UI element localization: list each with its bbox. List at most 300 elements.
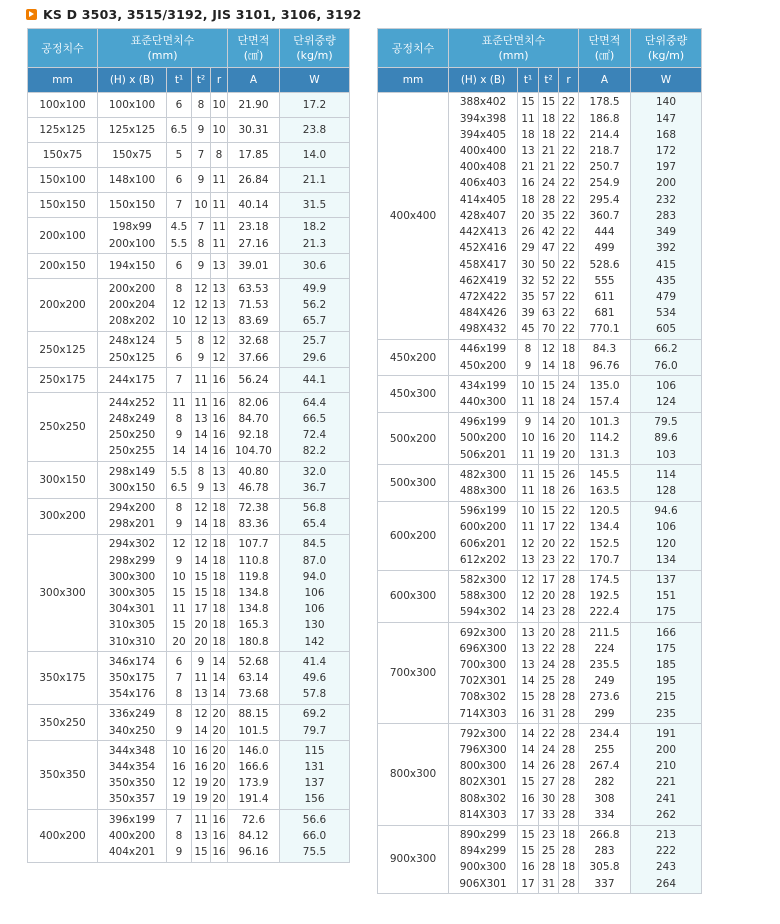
weight-value: 23.8 (302, 123, 327, 136)
unit-mm: mm (28, 68, 98, 93)
r-value: 20 (212, 708, 226, 721)
size-value: 294x200 (108, 502, 156, 515)
weight-value: 66.2 (654, 343, 678, 356)
t1-value: 12 (172, 538, 186, 551)
r-value: 11 (212, 237, 226, 250)
t2-value: 15 (541, 96, 556, 109)
t2-value: 35 (541, 209, 556, 222)
weight-cell (280, 254, 350, 279)
weight-value: 106 (655, 379, 677, 392)
header-weight: 단위중량 (kg/m) (280, 29, 350, 68)
weight-value: 115 (304, 744, 325, 757)
t1-value: 16 (521, 177, 535, 190)
t2-value: 15 (194, 570, 208, 583)
t1-value: 8 (175, 688, 183, 701)
page-title-text: KS D 3503, 3515/3192, JIS 3101, 3106, 3192 (43, 6, 362, 22)
weight-value: 130 (304, 619, 325, 632)
size-value: 428x407 (459, 209, 507, 222)
size-value: 800x300 (459, 760, 507, 773)
t1-value: 12 (172, 299, 186, 312)
r-value: 28 (561, 626, 576, 639)
r-value: 22 (561, 226, 576, 239)
t2-cell (192, 368, 211, 393)
r-value: 13 (212, 465, 226, 478)
size-value: 150x150 (108, 198, 156, 211)
weight-value: 191 (655, 727, 677, 740)
weight-value: 124 (655, 396, 677, 409)
area-value: 120.5 (589, 505, 620, 518)
unit-a: A (228, 68, 280, 93)
r-cell (211, 498, 228, 534)
r-value: 18 (212, 502, 226, 515)
table-row (378, 376, 702, 412)
table-row (28, 218, 350, 254)
t2-value: 8 (197, 98, 205, 111)
t1-value: 15 (521, 776, 535, 789)
area-value: 191.4 (238, 793, 269, 806)
t2-value: 20 (194, 619, 208, 632)
t2-value: 18 (541, 485, 556, 498)
r-value: 13 (212, 315, 226, 328)
t2-cell (192, 498, 211, 534)
size-cell (98, 143, 167, 168)
t1-value: 15 (521, 96, 535, 109)
t2-value: 14 (541, 416, 556, 429)
r-value: 16 (212, 396, 226, 409)
r-value: 16 (212, 413, 226, 426)
weight-value: 89.6 (654, 432, 678, 445)
weight-value: 147 (655, 112, 677, 125)
r-value: 22 (561, 193, 576, 206)
r-value: 13 (212, 260, 226, 273)
t1-value: 11 (521, 521, 535, 534)
weight-value: 36.7 (302, 481, 327, 494)
size-value: 450x200 (459, 359, 507, 372)
t2-value: 22 (541, 727, 556, 740)
t1-cell (167, 118, 192, 143)
weight-value: 283 (655, 209, 677, 222)
weight-value: 172 (655, 145, 677, 158)
r-value: 20 (561, 416, 576, 429)
t2-value: 15 (194, 846, 208, 859)
size-value: 696X300 (459, 642, 507, 655)
area-value: 299 (594, 707, 615, 720)
size-cell (98, 652, 167, 705)
t2-value: 28 (541, 193, 556, 206)
size-value: 894x299 (459, 845, 507, 858)
t1-value: 7 (175, 374, 183, 387)
t1-cell (167, 143, 192, 168)
area-value: 56.24 (238, 374, 269, 387)
area-value: 134.8 (238, 587, 269, 600)
r-cell (559, 501, 579, 570)
area-cell (228, 368, 280, 393)
area-value: 214.4 (589, 128, 620, 141)
size-cell (98, 498, 167, 534)
size-value: 482x300 (459, 468, 507, 481)
weight-value: 156 (304, 793, 325, 806)
t2-value: 9 (197, 351, 205, 364)
nominal-size-cell: 900x300 (378, 825, 449, 894)
table-row (28, 118, 350, 143)
area-value: 23.18 (238, 221, 269, 234)
unit-r: r (559, 68, 579, 93)
weight-value: 76.0 (654, 359, 678, 372)
area-value: 157.4 (589, 396, 620, 409)
weight-cell (280, 331, 350, 367)
r-value: 22 (561, 177, 576, 190)
r-value: 12 (212, 335, 226, 348)
table-row (28, 331, 350, 367)
table-row (378, 465, 702, 501)
t1-value: 29 (521, 242, 535, 255)
weight-value: 140 (655, 96, 677, 109)
weight-value: 151 (655, 590, 677, 603)
weight-value: 210 (655, 760, 677, 773)
size-value: 400x400 (459, 145, 507, 158)
t1-value: 18 (521, 193, 535, 206)
area-value: 110.8 (238, 554, 269, 567)
t1-value: 21 (521, 161, 535, 174)
r-cell (211, 368, 228, 393)
table-row (378, 412, 702, 465)
weight-value: 241 (655, 792, 677, 805)
t2-cell (192, 331, 211, 367)
t2-cell (192, 254, 211, 279)
area-value: 146.0 (238, 744, 269, 757)
nominal-size-cell: 250x250 (28, 393, 98, 462)
area-value: 283 (594, 845, 615, 858)
weight-cell (631, 623, 702, 724)
t1-cell (167, 168, 192, 193)
t2-value: 8 (197, 465, 205, 478)
area-cell (228, 143, 280, 168)
size-value: 250x250 (108, 429, 156, 442)
size-value: 310x310 (108, 635, 156, 648)
area-value: 163.5 (589, 485, 620, 498)
r-value: 8 (215, 148, 223, 161)
t2-value: 28 (541, 691, 556, 704)
t1-cell (167, 331, 192, 367)
area-value: 82.06 (238, 396, 269, 409)
weight-value: 18.2 (302, 221, 327, 234)
weight-value: 17.2 (302, 98, 327, 111)
size-cell (449, 570, 518, 623)
weight-value: 120 (655, 537, 677, 550)
header-std-section: 표준단면치수 (mm) (449, 29, 579, 68)
area-value: 165.3 (238, 619, 269, 632)
t2-value: 19 (194, 793, 208, 806)
weight-cell (280, 741, 350, 810)
r-value: 28 (561, 642, 576, 655)
t2-value: 8 (197, 335, 205, 348)
weight-cell (280, 534, 350, 651)
r-value: 18 (561, 359, 576, 372)
size-cell (98, 279, 167, 332)
area-value: 250.7 (589, 161, 620, 174)
r-value: 22 (561, 521, 576, 534)
t1-value: 13 (521, 553, 535, 566)
area-cell (579, 340, 631, 376)
t2-value: 26 (541, 760, 556, 773)
area-value: 267.4 (589, 760, 620, 773)
weight-value: 232 (655, 193, 677, 206)
t1-value: 17 (521, 808, 535, 821)
weight-value: 87.0 (302, 554, 327, 567)
area-value: 249 (594, 675, 615, 688)
nominal-size-cell: 125x125 (28, 118, 98, 143)
area-value: 555 (594, 274, 615, 287)
r-value: 22 (561, 274, 576, 287)
size-value: 396x199 (108, 813, 156, 826)
weight-value: 534 (655, 307, 677, 320)
area-value: 83.36 (238, 518, 269, 531)
size-value: 600x200 (459, 521, 507, 534)
weight-value: 41.4 (302, 655, 327, 668)
t2-value: 24 (541, 177, 556, 190)
r-value: 14 (212, 688, 226, 701)
t1-cell (167, 193, 192, 218)
area-value: 84.12 (238, 829, 269, 842)
r-value: 28 (561, 776, 576, 789)
r-value: 16 (212, 846, 226, 859)
size-value: 310x305 (108, 619, 156, 632)
r-value: 22 (561, 307, 576, 320)
table-row (378, 340, 702, 376)
weight-value: 137 (655, 574, 677, 587)
area-value: 282 (594, 776, 615, 789)
weight-value: 114 (655, 468, 677, 481)
area-value: 96.16 (238, 846, 269, 859)
weight-value: 200 (655, 177, 677, 190)
t1-value: 9 (524, 359, 532, 372)
t2-cell (192, 393, 211, 462)
r-value: 14 (212, 672, 226, 685)
table-row (378, 93, 702, 340)
table-row (28, 652, 350, 705)
nominal-size-cell: 300x300 (28, 534, 98, 651)
size-value: 344x354 (108, 761, 156, 774)
weight-cell (280, 193, 350, 218)
t2-value: 16 (194, 761, 208, 774)
r-cell (211, 652, 228, 705)
r-value: 18 (212, 587, 226, 600)
size-value: 208x202 (108, 315, 156, 328)
r-value: 22 (561, 209, 576, 222)
area-value: 119.8 (238, 570, 269, 583)
r-value: 22 (561, 505, 576, 518)
size-value: 498X432 (459, 323, 507, 336)
t1-value: 8 (175, 829, 183, 842)
weight-value: 262 (655, 808, 677, 821)
t1-value: 17 (521, 877, 535, 890)
t2-cell (539, 724, 559, 825)
area-cell (579, 465, 631, 501)
weight-value: 106 (304, 587, 325, 600)
weight-value: 84.5 (302, 538, 327, 551)
weight-value: 349 (655, 226, 677, 239)
t1-cell (167, 279, 192, 332)
weight-value: 392 (655, 242, 677, 255)
t1-cell (167, 704, 192, 740)
nominal-size-cell: 700x300 (378, 623, 449, 724)
size-cell (449, 623, 518, 724)
area-cell (579, 501, 631, 570)
r-value: 22 (561, 112, 576, 125)
r-value: 18 (212, 603, 226, 616)
r-value: 10 (212, 123, 226, 136)
t1-value: 14 (521, 675, 535, 688)
t2-value: 9 (197, 260, 205, 273)
table-row (378, 501, 702, 570)
t2-value: 14 (194, 429, 208, 442)
size-cell (98, 118, 167, 143)
t2-value: 19 (541, 448, 556, 461)
t2-value: 25 (541, 675, 556, 688)
area-value: 46.78 (238, 481, 269, 494)
t1-value: 6.5 (170, 123, 188, 136)
area-value: 131.3 (589, 448, 620, 461)
weight-value: 168 (655, 128, 677, 141)
r-value: 22 (561, 242, 576, 255)
t2-value: 23 (541, 829, 556, 842)
weight-value: 605 (655, 323, 677, 336)
weight-value: 197 (655, 161, 677, 174)
size-value: 340x250 (108, 724, 156, 737)
weight-value: 29.6 (302, 351, 327, 364)
size-cell (98, 534, 167, 651)
r-cell (559, 465, 579, 501)
t2-value: 42 (541, 226, 556, 239)
t2-cell (192, 741, 211, 810)
r-cell (559, 825, 579, 894)
header-area: 단면적 (㎠) (579, 29, 631, 68)
table-row (28, 93, 350, 118)
table-row (28, 143, 350, 168)
t2-value: 11 (194, 813, 208, 826)
t1-value: 14 (172, 445, 186, 458)
area-value: 96.76 (589, 359, 620, 372)
t1-value: 35 (521, 290, 535, 303)
t2-value: 31 (541, 877, 556, 890)
area-value: 84.70 (238, 413, 269, 426)
t1-cell (518, 501, 539, 570)
t2-value: 24 (541, 744, 556, 757)
t2-value: 19 (194, 777, 208, 790)
r-value: 20 (561, 448, 576, 461)
t1-value: 16 (521, 792, 535, 805)
area-value: 84.3 (592, 343, 617, 356)
t2-value: 22 (541, 642, 556, 655)
weight-value: 72.4 (302, 429, 327, 442)
r-cell (211, 393, 228, 462)
unit-w: W (280, 68, 350, 93)
nominal-size-cell: 150x100 (28, 168, 98, 193)
weight-value: 69.2 (302, 708, 327, 721)
size-value: 244x252 (108, 396, 156, 409)
t2-value: 7 (197, 148, 205, 161)
nominal-size-cell: 350x250 (28, 704, 98, 740)
table-row (378, 724, 702, 825)
size-cell (449, 412, 518, 465)
t1-value: 11 (521, 468, 535, 481)
weight-cell (631, 340, 702, 376)
t2-value: 20 (541, 537, 556, 550)
r-cell (559, 340, 579, 376)
unit-t2: t² (192, 68, 211, 93)
area-value: 40.80 (238, 465, 269, 478)
t2-value: 11 (194, 672, 208, 685)
nominal-size-cell: 600x200 (378, 501, 449, 570)
weight-cell (631, 501, 702, 570)
t2-value: 12 (194, 315, 208, 328)
area-cell (579, 93, 631, 340)
t1-value: 19 (172, 793, 186, 806)
t2-value: 33 (541, 808, 556, 821)
area-value: 273.6 (589, 691, 620, 704)
r-value: 22 (561, 96, 576, 109)
unit-t1: t¹ (518, 68, 539, 93)
area-value: 63.53 (238, 282, 269, 295)
t2-value: 21 (541, 145, 556, 158)
t2-value: 18 (541, 112, 556, 125)
page-title (26, 5, 362, 23)
table-row (28, 279, 350, 332)
t2-cell (192, 168, 211, 193)
r-value: 28 (561, 691, 576, 704)
r-cell (211, 143, 228, 168)
size-value: 442X413 (459, 226, 507, 239)
r-value: 12 (212, 351, 226, 364)
t1-cell (518, 93, 539, 340)
t2-value: 28 (541, 861, 556, 874)
t2-value: 14 (194, 724, 208, 737)
area-value: 17.85 (238, 148, 269, 161)
weight-value: 56.6 (302, 813, 327, 826)
nominal-size-cell: 200x150 (28, 254, 98, 279)
size-cell (449, 93, 518, 340)
t2-value: 9 (197, 481, 205, 494)
t2-value: 27 (541, 776, 556, 789)
t1-value: 11 (172, 396, 186, 409)
size-cell (98, 810, 167, 863)
size-value: 248x124 (108, 335, 156, 348)
size-value: 472X422 (459, 290, 507, 303)
weight-cell (631, 376, 702, 412)
size-cell (98, 393, 167, 462)
unit-t2: t² (539, 68, 559, 93)
t2-value: 17 (541, 574, 556, 587)
weight-value: 221 (655, 776, 677, 789)
t2-value: 12 (541, 343, 556, 356)
r-value: 16 (212, 445, 226, 458)
r-value: 20 (212, 744, 226, 757)
size-value: 298x299 (108, 554, 156, 567)
r-cell (211, 118, 228, 143)
size-value: 808x302 (459, 792, 507, 805)
t1-value: 6 (175, 98, 183, 111)
t2-cell (192, 810, 211, 863)
r-value: 28 (561, 659, 576, 672)
unit-t1: t¹ (167, 68, 192, 93)
area-value: 170.7 (589, 553, 620, 566)
spec-table-right (377, 28, 702, 894)
table-row (378, 825, 702, 894)
header-weight: 단위중량 (kg/m) (631, 29, 702, 68)
size-value: 462X419 (459, 274, 507, 287)
nominal-size-cell: 150x150 (28, 193, 98, 218)
t1-value: 15 (172, 619, 186, 632)
